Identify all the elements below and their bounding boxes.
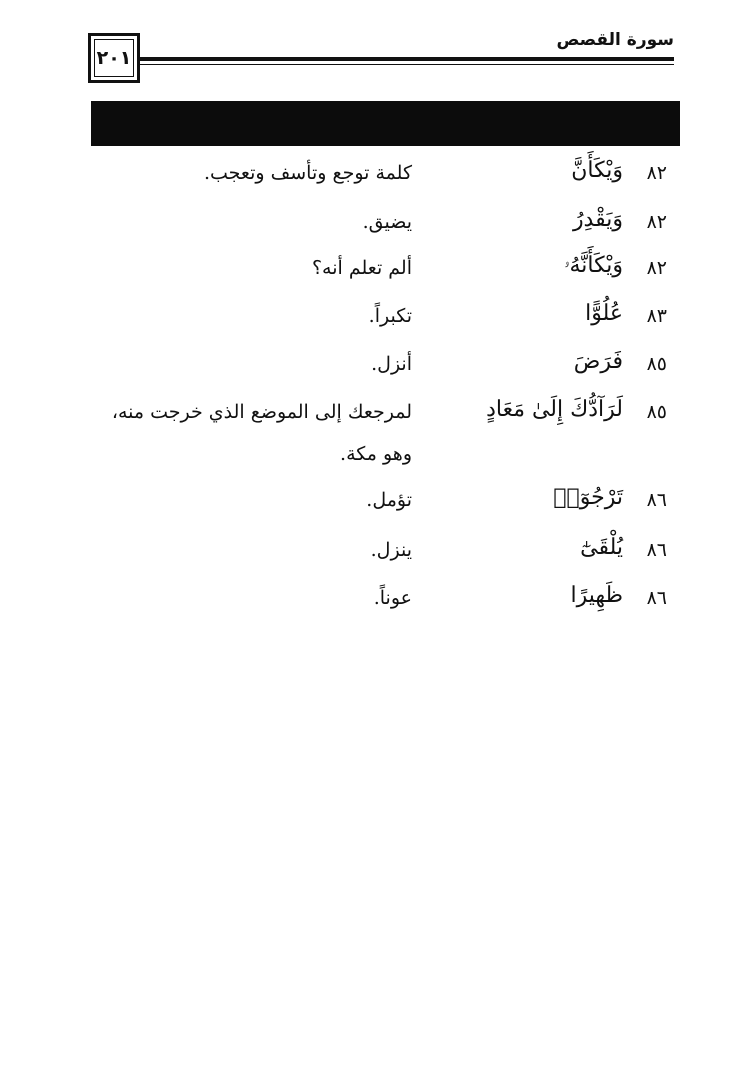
word-meaning: لمرجعك إلى الموضع الذي خرجت منه، وهو مكة. <box>111 401 412 465</box>
verse-number: ٨٢ <box>646 257 667 279</box>
word-meaning: أنزل. <box>371 353 412 375</box>
quran-word: ظَهِيرًا <box>570 583 623 608</box>
quran-word: فَرَضَ <box>573 349 623 374</box>
verse-number: ٨٦ <box>646 587 667 609</box>
table-header-band <box>91 101 680 146</box>
word-meaning: ينزل. <box>370 539 412 561</box>
page-number-frame <box>88 33 140 83</box>
quran-word: لَرَآدُّكَ إِلَىٰ مَعَادٍ <box>486 397 623 422</box>
header-rule-thick <box>140 57 674 61</box>
verse-number: ٨٣ <box>646 305 667 327</box>
word-meaning: يضيق. <box>362 211 412 233</box>
word-meaning: تكبراً. <box>368 305 412 327</box>
quran-word: عُلُوًّا <box>585 301 623 326</box>
verse-number: ٨٥ <box>646 401 667 423</box>
verse-number: ٨٦ <box>646 489 667 511</box>
quran-word: تَرْجُوٓا۟ <box>553 485 623 510</box>
word-meaning: كلمة توجع وتأسف وتعجب. <box>203 162 412 184</box>
quran-word: يُلْقَىٰٓ <box>580 535 623 560</box>
verse-number: ٨٦ <box>646 539 667 561</box>
verse-number: ٨٢ <box>646 211 667 233</box>
quran-word: وَيْكَأَنَّ <box>571 158 623 183</box>
verse-number: ٨٢ <box>646 162 667 184</box>
quran-word: وَيَقْدِرُ <box>572 207 623 232</box>
word-meaning: ألم تعلم أنه؟ <box>311 257 412 279</box>
page-number: ٢٠١ <box>94 39 134 77</box>
page-header <box>0 0 755 100</box>
header-rule-thin <box>140 64 674 65</box>
surah-title: سورة القصص <box>556 30 674 50</box>
word-meaning: عوناً. <box>373 587 412 609</box>
quran-word: وَيْكَأَنَّهُۥ <box>563 253 623 278</box>
word-meaning: تؤمل. <box>366 489 412 511</box>
verse-number: ٨٥ <box>646 353 667 375</box>
